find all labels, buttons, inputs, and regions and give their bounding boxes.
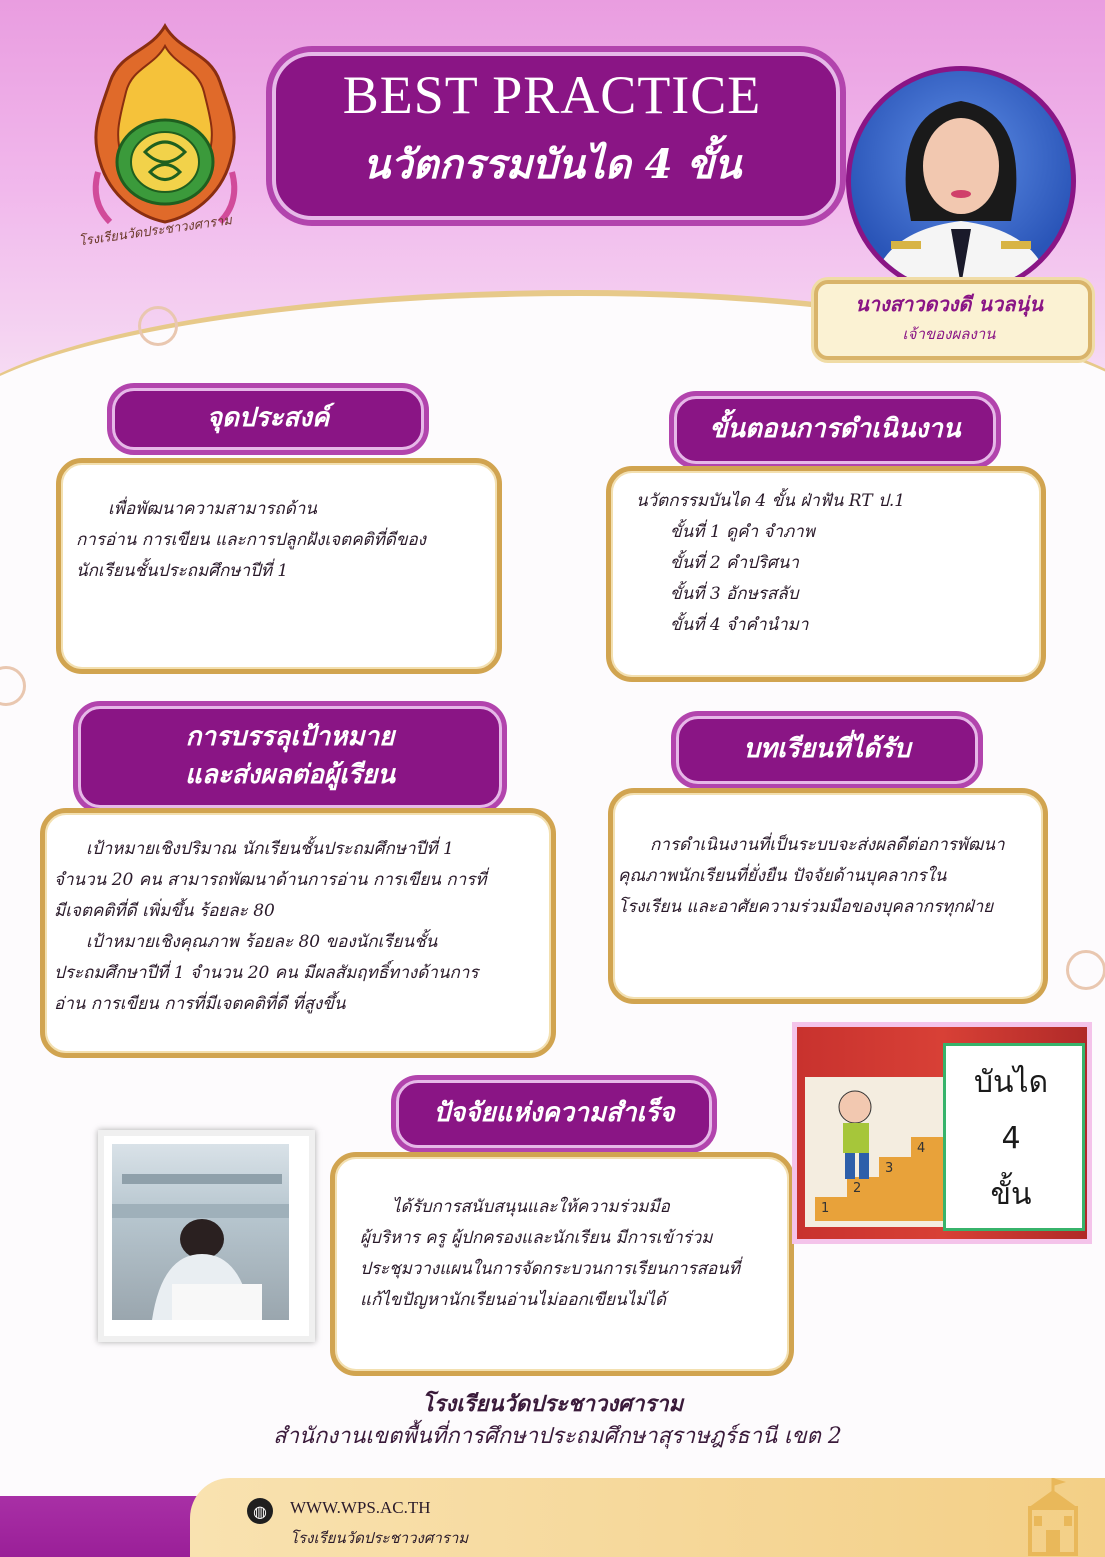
stair-step-label: 4 (917, 1141, 926, 1156)
website-name: โรงเรียนวัดประชาวงศาราม (290, 1529, 469, 1547)
goals-line: มีเจตคติที่ดี เพิ่มขึ้น ร้อยละ 80 (54, 901, 275, 921)
success-line: ประชุมวางแผนในการจัดกระบวนการเรียนการสอนที่ (360, 1259, 741, 1279)
decor-ornament-icon (1066, 950, 1105, 990)
lessons-title: บทเรียนที่ได้รับ (743, 734, 911, 765)
goals-line: จำนวน 20 คน สามารถพัฒนาด้านการอ่าน การเขียน การที่ (54, 870, 487, 890)
procedure-text (636, 486, 1036, 641)
owner-role: เจ้าของผลงาน (902, 325, 996, 343)
goals-title-line2: และส่งผลต่อผู้เรียน (185, 760, 395, 790)
owner-portrait (846, 66, 1076, 296)
stair-step-label: 3 (885, 1161, 894, 1176)
school-building-icon (1018, 1474, 1088, 1556)
success-header (396, 1080, 712, 1148)
procedure-intro: นวัตกรรมบันได 4 ขั้น ฝ่าฟัน RT ป.1 (636, 491, 906, 511)
classroom-photo-image (112, 1144, 289, 1320)
goals-line: เป้าหมายเชิงปริมาณ นักเรียนชั้นประถมศึกษาปีที่ 1 (86, 839, 454, 859)
success-line: แก้ไขปัญหานักเรียนอ่านไม่ออกเขียนไม่ได้ (360, 1290, 667, 1310)
objective-line: การอ่าน การเขียน และการปลูกฝังเจตคติที่ดีของ (76, 530, 426, 550)
procedure-step: ขั้นที่ 4 จำคำนำมา (670, 615, 809, 635)
success-title: ปัจจัยแห่งความสำเร็จ (433, 1098, 675, 1129)
stair-step-label: 1 (821, 1201, 830, 1216)
lessons-line: คุณภาพนักเรียนที่ยั่งยืน ปัจจัยด้านบุคลากรใน (618, 866, 947, 886)
procedure-title: ขั้นตอนการดำเนินงาน (709, 414, 961, 445)
poster-line: ขั้น (990, 1177, 1032, 1212)
success-line: ได้รับการสนับสนุนและให้ความร่วมมือ (392, 1197, 670, 1217)
objective-title: จุดประสงค์ (206, 403, 330, 434)
poster-line: 4 (1001, 1121, 1021, 1156)
poster-line: บันได (973, 1065, 1049, 1100)
goals-title-line1: การบรรลุเป้าหมาย (185, 722, 395, 753)
objective-text (76, 494, 486, 587)
procedure-header (674, 396, 996, 464)
globe-icon: ◍ (247, 1498, 273, 1524)
footer-office-name: สำนักงานเขตพื้นที่การศึกษาประถมศึกษาสุราษฎร์ธานี เขต 2 (273, 1424, 842, 1449)
page-title-english: BEST PRACTICE (342, 65, 762, 125)
goals-line: อ่าน การเขียน การที่มีเจตคติที่ดี ที่สูงขึ้น (54, 994, 346, 1014)
objective-line: นักเรียนชั้นประถมศึกษาปีที่ 1 (76, 561, 289, 581)
student-writing-icon (112, 1144, 289, 1320)
poster-text (943, 1055, 1079, 1223)
success-line: ผู้บริหาร ครู ผู้ปกครองและนักเรียน มีการเข้าร่วม (360, 1228, 713, 1248)
stair-step-label: 2 (853, 1181, 862, 1196)
decor-ornament-icon (138, 306, 178, 346)
objective-line: เพื่อพัฒนาความสามารถด้าน (108, 499, 317, 519)
website-link[interactable]: WWW.WPS.AC.TH (290, 1498, 431, 1517)
procedure-step: ขั้นที่ 3 อักษรสลับ (670, 584, 799, 604)
classroom-photo (98, 1130, 315, 1342)
lessons-header (676, 716, 978, 784)
lessons-text (618, 830, 1038, 923)
lessons-line: โรงเรียน และอาศัยความร่วมมือของบุคลากรทุกฝ่าย (618, 897, 994, 917)
procedure-step: ขั้นที่ 2 คำปริศนา (670, 553, 799, 573)
objective-header (112, 388, 424, 450)
success-text (360, 1192, 780, 1316)
owner-name: นางสาวดวงดี นวลนุ่น (855, 292, 1043, 316)
person-avatar-icon (851, 71, 1071, 291)
goals-text (54, 834, 540, 1020)
goals-header (78, 706, 502, 808)
goals-line: ประถมศึกษาปีที่ 1 จำนวน 20 คน มีผลสัมฤทธิ์ทางด้านการ (54, 963, 479, 983)
goals-line: เป้าหมายเชิงคุณภาพ ร้อยละ 80 ของนักเรียนชั้น (86, 932, 438, 952)
staircase-poster-photo (792, 1022, 1092, 1244)
logo-caption: โรงเรียนวัดประชาวงศาราม (77, 213, 233, 250)
page-title-thai: นวัตกรรมบันได 4 ขั้น (362, 141, 742, 188)
lessons-line: การดำเนินงานที่เป็นระบบจะส่งผลดีต่อการพัฒนา (650, 835, 1005, 855)
footer-school-name: โรงเรียนวัดประชาวงศาราม (421, 1391, 684, 1417)
procedure-step: ขั้นที่ 1 ดูคำ จำภาพ (670, 522, 815, 542)
